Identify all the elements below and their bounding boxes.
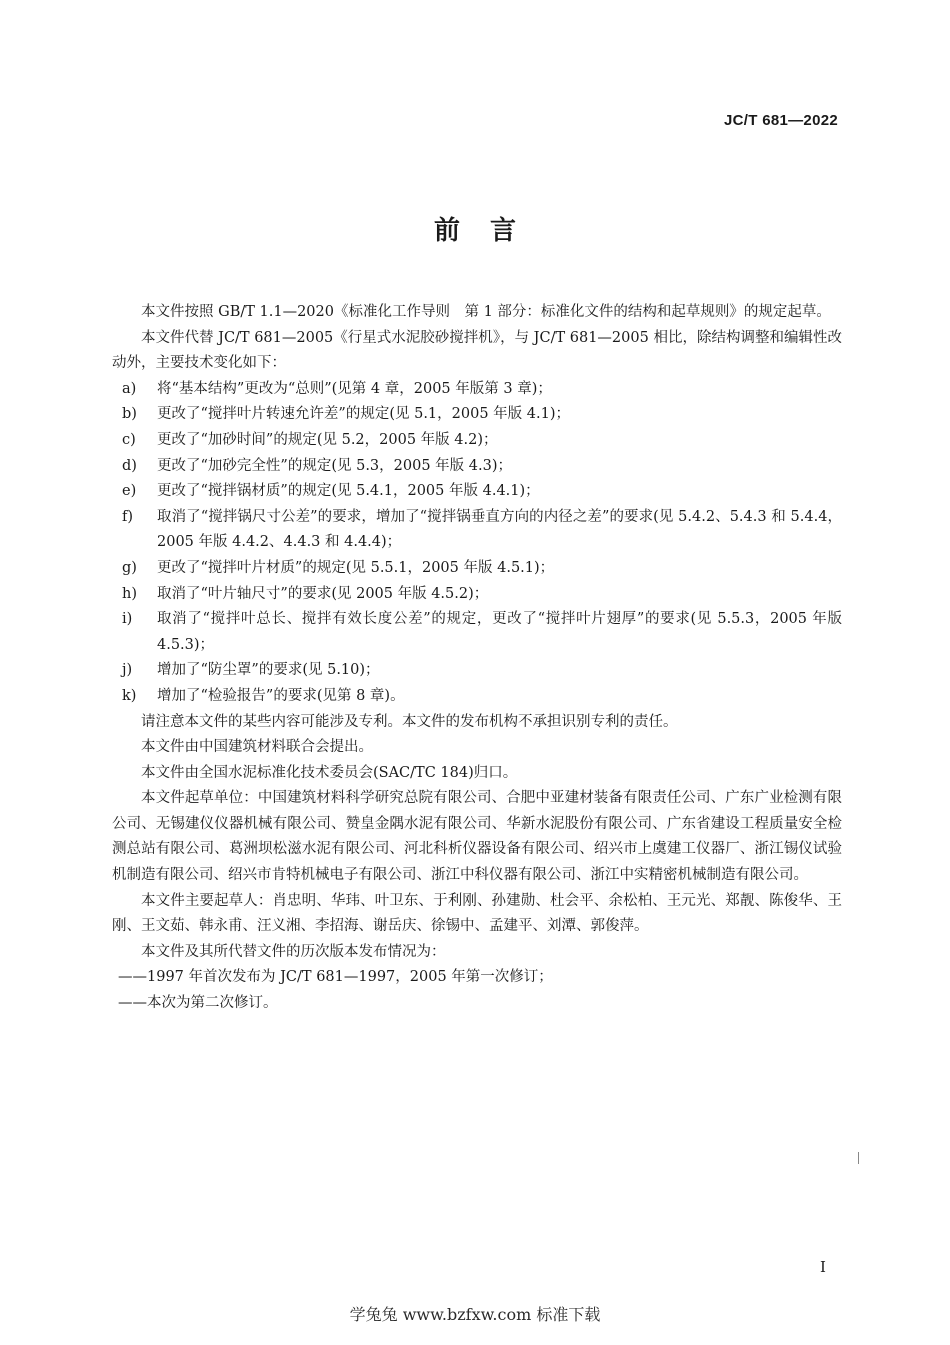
list-item-mark: i) — [122, 611, 133, 628]
changes-list — [112, 377, 842, 710]
list-item-text: 更改了“加砂完全性”的规定(见 5.3，2005 年版 4.3)； — [157, 457, 512, 474]
list-item — [112, 479, 842, 505]
page-number: I — [820, 1258, 826, 1276]
document-body — [112, 300, 842, 1017]
list-item-mark: a) — [122, 380, 137, 397]
page-title: 前言 — [433, 216, 546, 246]
list-item-text: 更改了“加砂时间”的规定(见 5.2，2005 年版 4.2)； — [157, 431, 498, 448]
list-item-mark: c) — [122, 431, 136, 448]
list-item-text: 更改了“搅拌叶片材质”的规定(见 5.5.1，2005 年版 4.5.1)； — [157, 559, 555, 576]
list-item — [112, 377, 842, 403]
list-item-text: 取消了“叶片轴尺寸”的要求(见 2005 年版 4.5.2)； — [157, 585, 489, 602]
list-item-mark: d) — [122, 457, 137, 474]
list-item — [112, 454, 842, 480]
list-item-mark: h) — [122, 585, 137, 602]
list-item — [112, 556, 842, 582]
list-item-text: 取消了“搅拌锅尺寸公差”的要求，增加了“搅拌锅垂直方向的内径之差”的要求(见 5.4.2、5.4.3 和 5.4.4，2005 年版 4.4.2、4.4.3 和 4.4.4)； — [157, 508, 842, 551]
list-item — [112, 582, 842, 608]
list-item-text: 将“基本结构”更改为“总则”(见第 4 章，2005 年版第 3 章)； — [157, 380, 552, 397]
drafting-units: 本文件起草单位：中国建筑材料科学研究总院有限公司、合肥中亚建材装备有限责任公司、广东广业检测有限公司、无锡建仪仪器机械有限公司、赞皇金隅水泥有限公司、华新水泥股份有限公司、广东省建设工程质量安全检测总站有限公司、葛洲坝松滋水泥有限公司、河北科析仪器设备有限公司、绍兴市上虞建工仪器厂、浙江锡仪试验机制造有限公司、绍兴市肯特机械电子有限公司、浙江中科仪器有限公司、浙江中实精密机械制造有限公司。 — [112, 790, 842, 884]
list-item-text: 增加了“防尘罩”的要求(见 5.10)； — [157, 662, 380, 679]
list-item — [112, 402, 842, 428]
list-item — [112, 428, 842, 454]
list-item — [112, 505, 842, 556]
footer-watermark: 学兔兔 www.bzfxw.com 标准下载 — [349, 1305, 601, 1324]
list-item-mark: b) — [122, 406, 137, 423]
history-intro: 本文件及其所代替文件的历次版本发布情况为： — [141, 943, 446, 960]
history-item: ——本次为第二次修订。 — [118, 995, 278, 1012]
patent-notice: 请注意本文件的某些内容可能涉及专利。本文件的发布机构不承担识别专利的责任。 — [141, 713, 678, 730]
scan-mark — [858, 1152, 859, 1164]
list-item-text: 更改了“搅拌锅材质”的规定(见 5.4.1，2005 年版 4.4.1)； — [157, 483, 540, 500]
list-item — [112, 684, 842, 710]
list-item-text: 更改了“搅拌叶片转速允许差”的规定(见 5.1，2005 年版 4.1)； — [157, 406, 570, 423]
list-item-mark: j) — [122, 662, 133, 679]
centralized-by: 本文件由全国水泥标准化技术委员会(SAC/TC 184)归口。 — [141, 764, 518, 781]
list-item-mark: g) — [122, 559, 137, 576]
replacement-paragraph: 本文件代替 JC/T 681—2005《行星式水泥胶砂搅拌机》，与 JC/T 681—2005 相比，除结构调整和编辑性改动外，主要技术变化如下： — [112, 329, 842, 372]
history-item: ——1997 年首次发布为 JC/T 681—1997，2005 年第一次修订； — [118, 969, 553, 986]
proposed-by: 本文件由中国建筑材料联合会提出。 — [141, 739, 373, 756]
intro-paragraph: 本文件按照 GB/T 1.1—2020《标准化工作导则 第 1 部分：标准化文件的结构和起草规则》的规定起草。 — [141, 304, 831, 320]
list-item-mark: e) — [122, 483, 137, 500]
document-code: JC/T 681—2022 — [724, 112, 838, 129]
list-item — [112, 658, 842, 684]
list-item-text: 取消了“搅拌叶总长、搅拌有效长度公差”的规定，更改了“搅拌叶片翅厚”的要求(见 5.5.3，2005 年版 4.5.3)； — [157, 611, 842, 653]
list-item-mark: f) — [122, 508, 134, 525]
main-drafters: 本文件主要起草人：肖忠明、华玮、叶卫东、于利刚、孙建勋、杜会平、余松柏、王元光、郑靓、陈俊华、王刚、王文茹、韩永甫、汪义湘、李招海、谢岳庆、徐锡中、孟建平、刘潭、郭俊萍。 — [112, 892, 842, 935]
list-item-mark: k) — [122, 687, 137, 704]
list-item-text: 增加了“检验报告”的要求(见第 8 章)。 — [157, 687, 405, 704]
list-item — [112, 607, 842, 658]
